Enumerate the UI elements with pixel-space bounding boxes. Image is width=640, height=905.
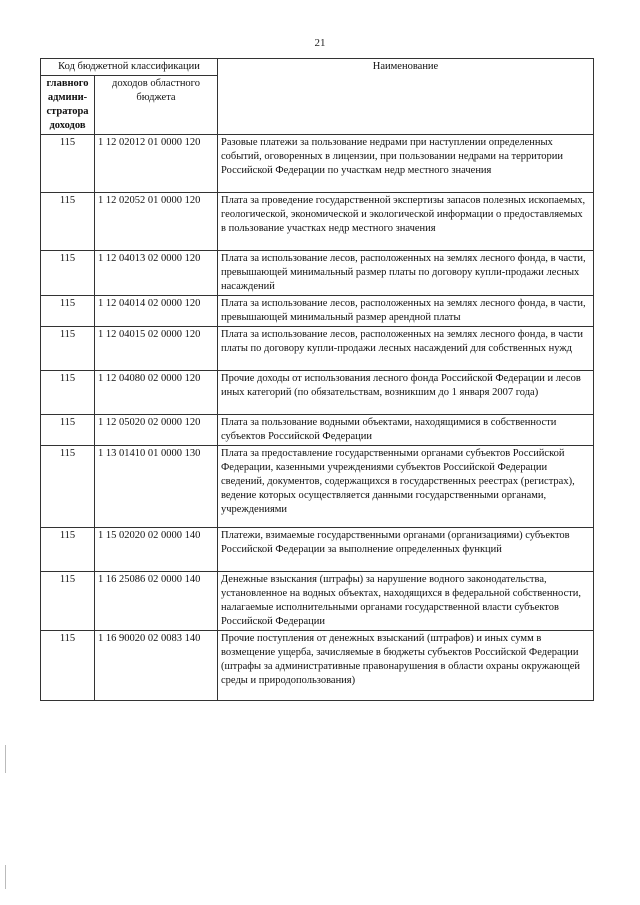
- table-row: [41, 572, 594, 631]
- margin-mark: [5, 865, 6, 889]
- header-name: Наименование: [218, 59, 594, 135]
- code-cell: 1 12 02012 01 0000 120: [95, 135, 218, 193]
- table-row: [41, 371, 594, 415]
- admin-cell: 115: [41, 296, 95, 327]
- admin-cell: 115: [41, 371, 95, 415]
- name-cell: Плата за использование лесов, расположенных на землях лесного фонда, в части, превышающей минимальный размер платы по договору купли-продажи лесных насаждений: [218, 251, 594, 296]
- code-cell: 1 12 04080 02 0000 120: [95, 371, 218, 415]
- header-row-top: [41, 59, 594, 76]
- admin-cell: 115: [41, 631, 95, 701]
- table-row: [41, 327, 594, 371]
- admin-cell: 115: [41, 446, 95, 528]
- admin-cell: 115: [41, 572, 95, 631]
- name-cell: Плата за пользование водными объектами, находящимися в собственности субъектов Российской Федерации: [218, 415, 594, 446]
- name-cell: Плата за использование лесов, расположенных на землях лесного фонда, в части, превышающей минимальный размер арендной платы: [218, 296, 594, 327]
- admin-cell: 115: [41, 327, 95, 371]
- table-row: [41, 296, 594, 327]
- name-cell: Плата за использование лесов, расположенных на землях лесного фонда, в части платы по договору купли-продажи лесных насаждений для собственных нужд: [218, 327, 594, 371]
- code-cell: 1 12 05020 02 0000 120: [95, 415, 218, 446]
- admin-cell: 115: [41, 251, 95, 296]
- table-row: [41, 631, 594, 701]
- code-cell: 1 16 90020 02 0083 140: [95, 631, 218, 701]
- header-code-group: Код бюджетной классификации: [41, 59, 218, 76]
- code-cell: 1 12 04014 02 0000 120: [95, 296, 218, 327]
- table-row: [41, 415, 594, 446]
- code-cell: 1 12 04013 02 0000 120: [95, 251, 218, 296]
- code-cell: 1 13 01410 01 0000 130: [95, 446, 218, 528]
- budget-classification-table: [40, 58, 594, 701]
- code-cell: 1 12 02052 01 0000 120: [95, 193, 218, 251]
- table-row: [41, 528, 594, 572]
- code-cell: 1 12 04015 02 0000 120: [95, 327, 218, 371]
- code-cell: 1 15 02020 02 0000 140: [95, 528, 218, 572]
- name-cell: Плата за предоставление государственными органами субъектов Российской Федерации, казенными учреждениями субъектов Российской Федерации сведений, документов, содержащихся в государственных реестрах (регистрах), ведение которых осуществляется данными государственными органами, учреждениями: [218, 446, 594, 528]
- code-cell: 1 16 25086 02 0000 140: [95, 572, 218, 631]
- name-cell: Плата за проведение государственной экспертизы запасов полезных ископаемых, геологической, экономической и экологической информации о предоставляемых в пользование участках недр местного значения: [218, 193, 594, 251]
- name-cell: Разовые платежи за пользование недрами при наступлении определенных событий, оговоренных в лицензии, при пользовании недрами на территории Российской Федерации по участкам недр местного значения: [218, 135, 594, 193]
- header-income: доходов областного бюджета: [95, 76, 218, 135]
- name-cell: Прочие поступления от денежных взысканий (штрафов) и иных сумм в возмещение ущерба, зачисляемые в бюджеты субъектов Российской Федерации (штрафы за административные правонарушения в области охраны окружающей среды и природопользования): [218, 631, 594, 701]
- table-row: [41, 446, 594, 528]
- margin-mark: [5, 745, 6, 773]
- table-row: [41, 193, 594, 251]
- name-cell: Прочие доходы от использования лесного фонда Российской Федерации и лесов иных категорий (по обязательствам, возникшим до 1 января 2007 года): [218, 371, 594, 415]
- table-row: [41, 135, 594, 193]
- name-cell: Денежные взыскания (штрафы) за нарушение водного законодательства, установленное на водных объектах, находящихся в федеральной собственности, налагаемые исполнительными органами государственной власти субъектов Российской Федерации: [218, 572, 594, 631]
- admin-cell: 115: [41, 415, 95, 446]
- admin-cell: 115: [41, 193, 95, 251]
- admin-cell: 115: [41, 528, 95, 572]
- header-admin: главного админи-стратора доходов: [41, 76, 95, 135]
- admin-cell: 115: [41, 135, 95, 193]
- page-number: 21: [314, 37, 326, 49]
- name-cell: Платежи, взимаемые государственными органами (организациями) субъектов Российской Федерации за выполнение определенных функций: [218, 528, 594, 572]
- table-row: [41, 251, 594, 296]
